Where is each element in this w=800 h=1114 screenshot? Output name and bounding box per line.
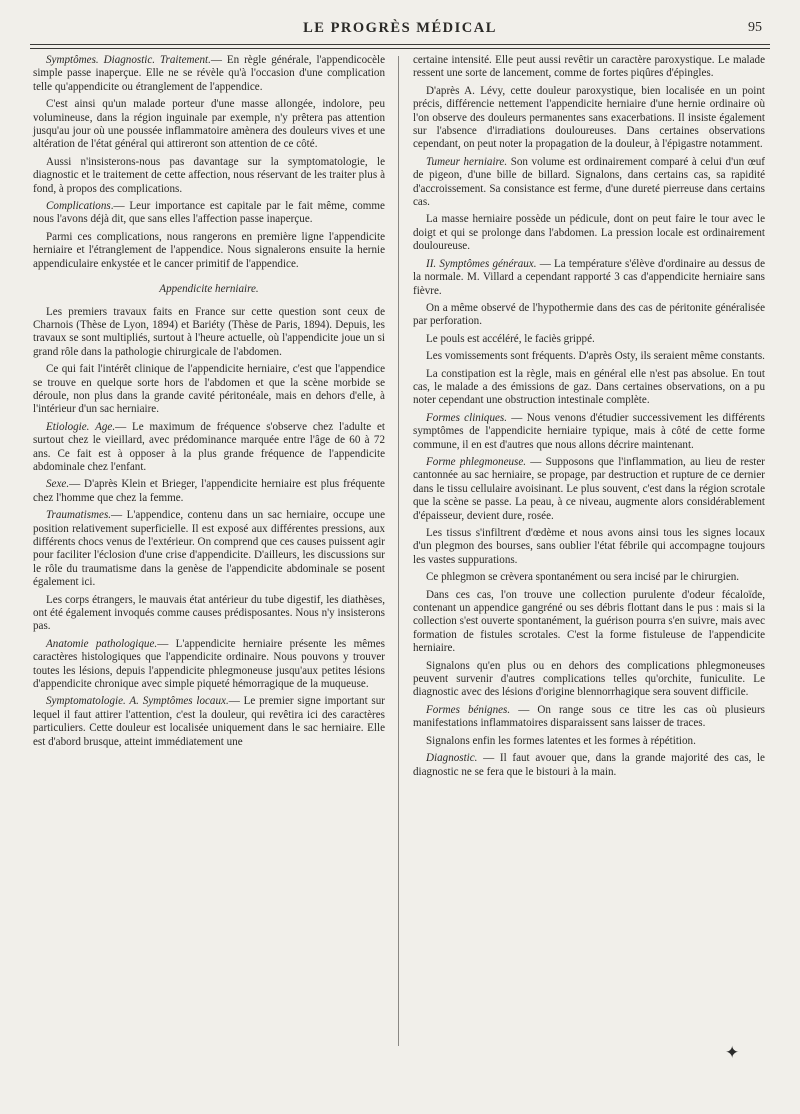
paragraph-text: Les corps étrangers, le mauvais état antérieur du tube digestif, les diathèses, ont été également invoqués comme causes prédisposantes. Nous n'y insisterons pas. (33, 593, 385, 633)
page-number: 95 (748, 20, 762, 35)
paragraph (413, 302, 765, 329)
paragraph-text: La masse herniaire possède un pédicule, dont on peut faire le tour avec le doigt et qui se prolonge dans l'abdomen. La pression locale est ordinairement douloureuse. (413, 213, 765, 253)
section-heading: Appendicite herniaire. (159, 283, 259, 296)
paragraph (413, 368, 765, 408)
paragraph-text: Le pouls est accéléré, le faciès grippé. (426, 332, 595, 345)
paragraph (33, 200, 385, 227)
paragraph (33, 231, 385, 271)
paragraph-text: Aussi n'insisterons-nous pas davantage sur la symptomatologie, le diagnostic et le traitement de cette affection, nous réservant de les traiter plus à fond, à propos des complications. (33, 155, 385, 195)
paragraph-text: Ce qui fait l'intérêt clinique de l'appendicite herniaire, c'est que l'appendice se trouve en quelque sorte hors de l'abdomen et que la scène morbide se déroule, non plus dans la grande cavité péritonéale, mais en dehors d'elle, à l'intérieur d'un sac herniaire. (33, 363, 385, 416)
header-rule-thin (30, 48, 770, 49)
paragraph-text: Signalons qu'en plus ou en dehors des complications phlegmoneuses peuvent survenir d'autres complications telles qu'orchite, funiculite. Le diagnostic avec des lésions d'origine blennorrhagique sera souvent difficile. (413, 659, 765, 699)
paragraph (413, 752, 765, 779)
paragraph-text: On a même observé de l'hypothermie dans des cas de péritonite généralisée par perforation. (413, 301, 765, 328)
paragraph-text: — Nous venons d'étudier successivement les différents symptômes de l'appendicite herniaire typique, mais à côté de cette forme commune, il en est d'autres que nous allons décrire maintenant. (413, 411, 765, 451)
paragraph (33, 421, 385, 475)
paragraph (413, 660, 765, 700)
left-column (33, 54, 385, 753)
column-divider (398, 56, 399, 1046)
paragraph (413, 213, 765, 253)
paragraph (33, 509, 385, 589)
page-header (30, 18, 770, 44)
paragraph-text: — Supposons que l'inflammation, au lieu de rester cantonnée au sac herniaire, se propage, par destruction et rupture de ce dernier dans le tissu cellulaire avoisinant. Le plus souvent, c'est dans la région scrotale que la scène se passe. La peau, à ce niveau, augmente alors considérablement d'épaisseur, devient dure, rosée. (413, 455, 765, 522)
run-in-heading: Symptômes. Diagnostic. Traitement. (46, 54, 211, 66)
paragraph-text: Les premiers travaux faits en France sur cette question sont ceux de Charnois (Thèse de Lyon, 1894) et Bariéty (Thèse de Paris, 1894). Depuis, les travaux se sont multipliés, surtout à l'heure actuelle, où l'appendicite joue un si grand rôle dans la pathologie chirurgicale de l'abdomen. (33, 305, 385, 358)
run-in-heading: Etiologie. Age. (46, 420, 116, 433)
paragraph-text: — D'après Klein et Brieger, l'appendicite herniaire est plus fréquente chez l'homme que chez la femme. (33, 478, 385, 504)
run-in-heading: Sexe. (46, 478, 70, 491)
paragraph (413, 156, 765, 210)
paragraph (413, 258, 765, 298)
paragraph (413, 527, 765, 567)
paragraph (413, 589, 765, 656)
paragraph (413, 54, 765, 81)
paragraph-text: C'est ainsi qu'un malade porteur d'une masse allongée, indolore, peu volumineuse, dans la région inguinale par exemple, n'y prêtera pas attention jusqu'au jour où une poussée inflammatoire amènera des douleurs vives et une altération de l'état général qui attireront son attention de ce côté. (33, 98, 385, 151)
paragraph-text: — La température s'élève d'ordinaire au dessus de la normale. M. Villard a cependant rapporté 3 cas d'appendicite herniaire sans fièvre. (413, 257, 766, 297)
paragraph-text: — L'appendice, contenu dans un sac herniaire, occupe une position relativement superficielle. Il est exposé aux différentes pressions, aux différents chocs venus de l'extérieur. On comprend que ces causes puissent agir pour faciliter l'éclosion d'une crise d'appendicite. D'ailleurs, les discussions sur le rôle du traumatisme dans la genèse de l'appendicite abdominale se posent également ici. (33, 509, 385, 589)
end-ornament-icon: ✦ (725, 1043, 740, 1062)
paragraph (413, 456, 765, 523)
run-in-heading: Forme phlegmoneuse. (426, 455, 527, 468)
paragraph-text: Dans ces cas, l'on trouve une collection purulente d'odeur fécaloïde, contenant un appendice gangréné ou ses débris flottant dans le pus : mais si la collection s'est ouverte spontanément, la guérison pourra s'en suivre, mais avec formation de fistules scrotales. C'est la forme fistuleuse de l'appendicite herniaire. (413, 588, 765, 655)
paragraph-text: Les vomissements sont fréquents. D'après Osty, ils seraient même constants. (426, 350, 765, 363)
paragraph-text: — Le premier signe important sur lequel il faut attirer l'attention, c'est la douleur, qui revêtira ici des caractères particuliers. Cette douleur est localisée uniquement dans le sac herniaire. Elle est d'abord brusque, atteint immédiatement une (33, 695, 385, 748)
paragraph-text: La constipation est la règle, mais en général elle n'est pas absolue. En tout cas, le malade a des émissions de gaz. Dans certaines observations, on a pu noter cependant une obstruction intestinale complète. (413, 367, 765, 407)
run-in-heading: Tumeur herniaire. (426, 155, 508, 168)
paragraph-text: Parmi ces complications, nous rangerons en première ligne l'appendicite herniaire et l'étranglement de l'appendice. Nous signalerons ensuite la hernie appendiculaire enkystée et le cancer primitif de l'appendice. (33, 230, 385, 270)
paragraph (413, 350, 765, 363)
run-in-heading: Anatomie pathologique. (46, 637, 158, 650)
paragraph-text: — Il faut avouer que, dans la grande majorité des cas, le diagnostic ne se fera que le bistouri à la main. (413, 752, 765, 778)
paragraph (33, 638, 385, 692)
paragraph-text: — L'appendicite herniaire présente les mêmes caractères histologiques que l'appendicite ordinaire. Nous pouvons y trouver toutes les lésions, depuis l'appendicite phlegmoneuse jusqu'aux petites lésions d'appendicite chronique avec simple piqueté hémorragique de la muqueuse. (33, 637, 385, 691)
paragraph (33, 363, 385, 417)
paragraph (413, 735, 765, 748)
paragraph-text: Ce phlegmon se crèvera spontanément ou sera incisé par le chirurgien. (426, 571, 740, 584)
paragraph (413, 412, 765, 452)
paragraph-text: certaine intensité. Elle peut aussi revêtir un caractère paroxystique. Le malade ressent une sorte de lancement, comme de fortes piqûres d'épingles. (413, 54, 765, 80)
paragraph (413, 85, 765, 152)
paragraph-text: Les tissus s'infiltrent d'œdème et nous avons ainsi tous les signes locaux d'un plegmon des bourses, sans oublier l'état fébrile qui accompagne toujours les vastes suppurations. (413, 527, 765, 566)
paragraph (413, 704, 765, 731)
header-rule-thick (30, 44, 770, 45)
paragraph (33, 54, 385, 94)
paragraph (33, 156, 385, 196)
run-in-heading: Traumatismes. (46, 509, 112, 522)
run-in-heading: Symptomatologie. A. Symptômes locaux. (46, 695, 229, 708)
paragraph (413, 333, 765, 346)
paragraph-text: Signalons enfin les formes latentes et les formes à répétition. (426, 734, 696, 747)
paragraph-text: — On range sous ce titre les cas où plusieurs manifestations inflammatoires disparaissent sans laisser de traces. (413, 703, 765, 730)
run-in-heading: Diagnostic. (426, 752, 478, 765)
journal-title: LE PROGRÈS MÉDICAL (303, 20, 497, 36)
run-in-heading: Formes cliniques. (426, 411, 508, 424)
paragraph-text: Son volume est ordinairement comparé à celui d'un œuf de pigeon, d'une bille de billard. Signalons, dans certains cas, sa rapidité d'accroissement. Sa consistance est ferme, d'une dureté pierreuse dans certains cas. (413, 155, 765, 209)
paragraph (33, 306, 385, 360)
right-column (413, 54, 765, 783)
paragraph (33, 695, 385, 749)
paragraph-text: — En règle générale, l'appendicocèle simple passe inaperçue. Elle ne se révèle qu'à l'occasion d'une complication telle qu'appendicite ou étranglement de l'appendice. (33, 54, 385, 93)
paragraph-text: D'après A. Lévy, cette douleur paroxystique, bien localisée en un point précis, différencie nettement l'appendicite herniaire d'une hernie ordinaire où l'on observe des douleurs permanentes sans exacerbations. Il insiste également sur l'absence d'irradiations douloureuses. Dans certaines observations cependant, on peut noter la propagation de la douleur, à l'épigastre notamment. (413, 84, 765, 151)
paragraph (33, 478, 385, 505)
run-in-heading: Complications (46, 200, 111, 213)
paragraph (413, 571, 765, 584)
paragraph (33, 98, 385, 152)
paragraph-text: .— Leur importance est capitale par le fait même, comme nous l'avons déjà dit, que sans elles l'affection passe inaperçue. (33, 200, 385, 226)
paragraph-text: — Le maximum de fréquence s'observe chez l'adulte et surtout chez le vieillard, avec prédominance marquée entre l'âge de 60 à 72 ans. Ce fait est à opposer à la plus grande fréquence de l'appendicite abdominale chez l'enfant. (33, 420, 385, 473)
paragraph (33, 594, 385, 634)
run-in-heading: Formes bénignes. (426, 703, 511, 716)
run-in-heading: II. Symptômes généraux. (426, 257, 537, 270)
